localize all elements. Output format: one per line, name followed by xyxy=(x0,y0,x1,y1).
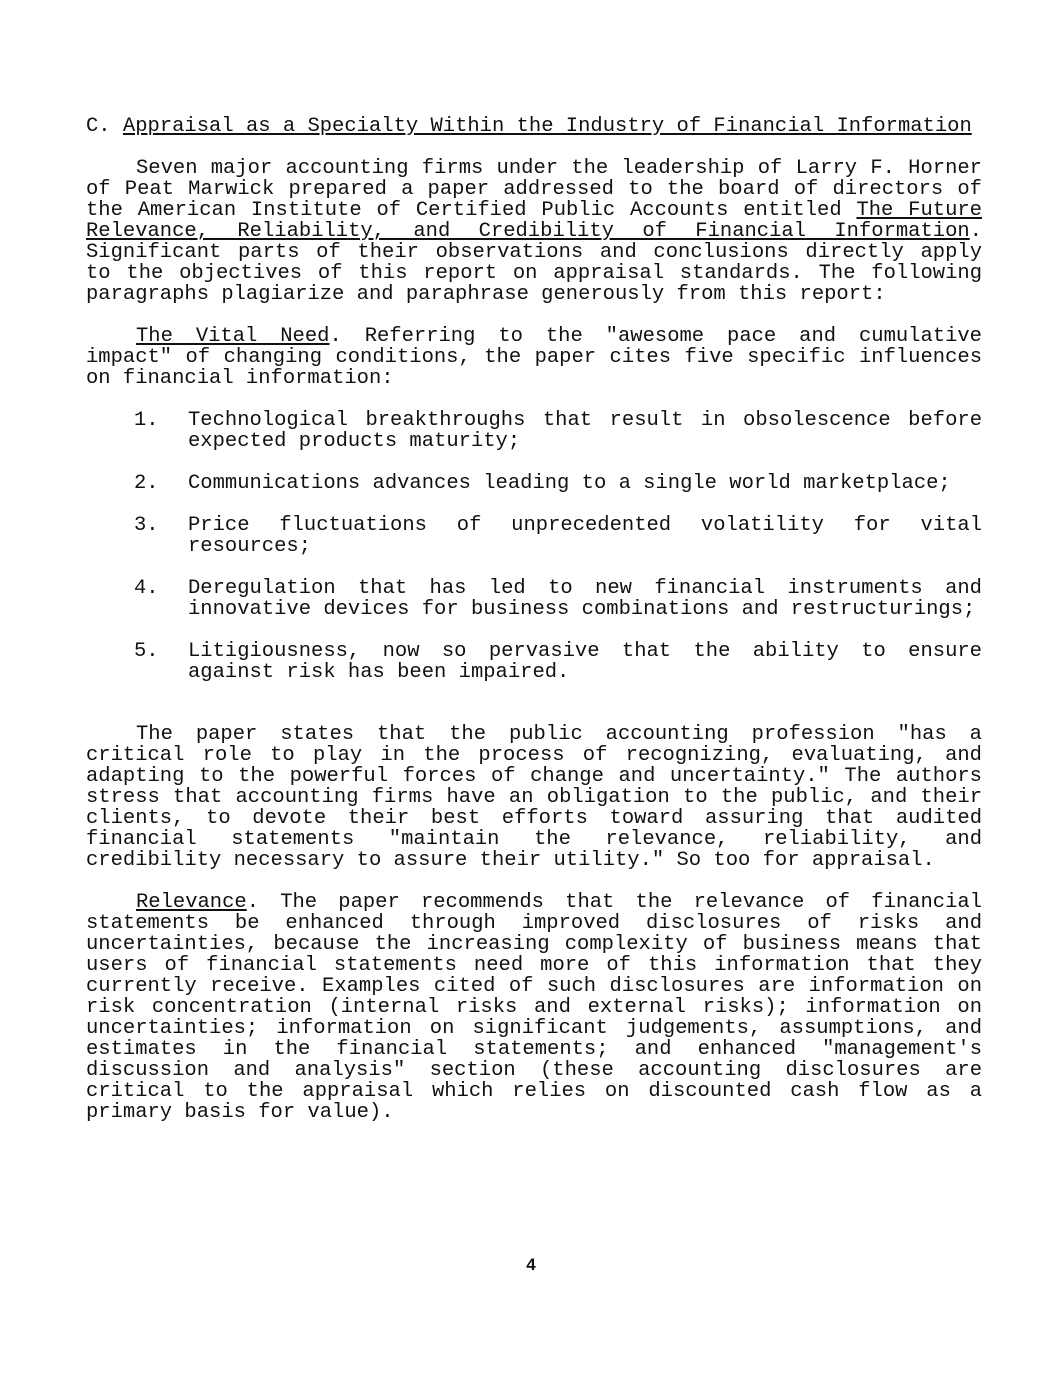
vital-need-heading: The Vital Need xyxy=(136,325,330,348)
intro-text-before: Seven major accounting firms under the leadership of Larry F. Horner of Peat Marwick prepared a paper addressed to the board of directors of the American Institute of Certified Public Accounts entitled xyxy=(86,157,982,222)
list-item-number: 4. xyxy=(134,577,159,600)
role-paragraph: The paper states that the public accounting profession "has a critical role to play in the process of recognizing, evaluating, and adapting to the powerful forces of change and uncertainty." The authors stress that accounting firms have an obligation to the public, and their clients, to devote their best efforts toward assuring that audited financial statements "maintain the relevance, reliability, and credibility necessary to assure their utility." So too for appraisal. xyxy=(86,723,982,872)
list-item-text: Litigiousness, now so pervasive that the ability to ensure against risk has been impaired. xyxy=(188,640,982,684)
list-item xyxy=(86,578,982,620)
list-item xyxy=(86,410,982,452)
list-item-number: 2. xyxy=(134,472,159,495)
intro-paragraph xyxy=(86,158,982,305)
list-item-text: Communications advances leading to a single world marketplace; xyxy=(188,472,951,495)
page-number: 4 xyxy=(526,1255,536,1274)
list-item-text: Deregulation that has led to new financial instruments and innovative devices for business combinations and restructurings; xyxy=(188,577,982,621)
vital-need-paragraph xyxy=(86,326,982,389)
document-page xyxy=(86,116,982,1144)
section-heading xyxy=(86,116,982,137)
list-item xyxy=(86,473,982,494)
relevance-text: . The paper recommends that the relevance of financial statements be enhanced through improved disclosures of risks and uncertainties, because the increasing complexity of business means that users of financial statements need more of this information that they currently receive. Examples cited of such disclosures are information on risk concentration (internal risks and external risks); information on uncertainties; information on significant judgements, assumptions, and estimates in the financial statements; and enhanced "management's discussion and analysis" section (these accounting disclosures are critical to the appraisal which relies on discounted cash flow as a primary basis for value). xyxy=(86,891,982,1124)
list-item-text: Technological breakthroughs that result in obsolescence before expected products maturity; xyxy=(188,409,982,453)
relevance-heading: Relevance xyxy=(136,891,247,914)
section-title: Appraisal as a Specialty Within the Industry of Financial Information xyxy=(122,115,972,138)
list-item xyxy=(86,641,982,683)
list-item-number: 3. xyxy=(134,514,159,537)
influences-list xyxy=(86,410,982,683)
section-letter: C. xyxy=(86,115,111,138)
vital-need-text: . Referring to the "awesome pace and cumulative impact" of changing conditions, the paper cites five specific influences on financial information: xyxy=(86,325,982,390)
paper-title: The Future Relevance, Reliability, and Credibility of Financial Information xyxy=(86,199,982,243)
list-item-number: 1. xyxy=(134,409,159,432)
list-item-number: 5. xyxy=(134,640,159,663)
list-item xyxy=(86,515,982,557)
relevance-paragraph xyxy=(86,892,982,1123)
intro-text-after: . Significant parts of their observations and conclusions directly apply to the objectives of this report on appraisal standards. The following paragraphs plagiarize and paraphrase generously from this report: xyxy=(86,220,982,306)
list-item-text: Price fluctuations of unprecedented volatility for vital resources; xyxy=(188,514,982,558)
